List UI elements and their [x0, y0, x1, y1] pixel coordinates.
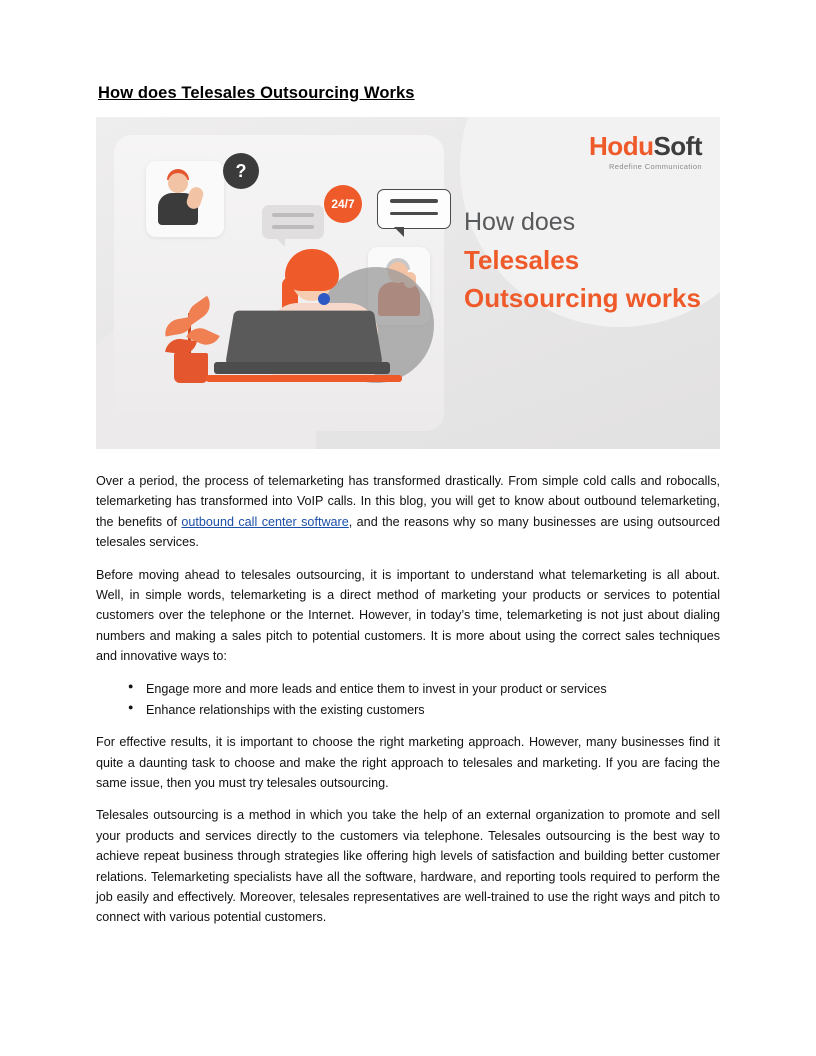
- logo-wordmark: [589, 133, 702, 159]
- paragraph-1: [96, 471, 720, 553]
- outbound-call-center-software-link[interactable]: outbound call center software: [181, 514, 349, 529]
- hodusoft-logo: [589, 133, 702, 171]
- page-title: How does Telesales Outsourcing Works: [98, 84, 415, 102]
- bullet-list: [96, 679, 720, 721]
- list-item: ● Engage more and more leads and entice them to invest in your product or services: [146, 679, 720, 699]
- person-left-head: [168, 173, 188, 193]
- paragraph-1-text-after: , and the reasons why so many businesses are using outsourced telesales services.: [96, 514, 720, 550]
- paragraph-3: For effective results, it is important to choose the right marketing approach. However, many businesses find it quite a daunting task to choose and make the right approach to telesales and marketing. If you are facing the same issue, then you must try telesales outsourcing.: [96, 735, 720, 791]
- list-item: ● Enhance relationships with the existing customers: [146, 700, 720, 720]
- hero-headline-line2: Telesales Outsourcing works: [464, 245, 701, 313]
- question-mark-badge: ?: [223, 153, 259, 189]
- paragraph-4: Telesales outsourcing is a method in which you take the help of an external organization to promote and sell your products and services directly to the customers via telephone. Telesales outsourcing is the best way to achieve repeat business through strategies like offering high levels of satisfaction and building better customer relations. Telemarketing specialists have all the software, hardware, and reporting tools required to perform the job easily and effectively. Moreover, telesales representatives are well-trained to use the right ways and pitch to connect with various potential customers.: [96, 808, 720, 925]
- agent-headset-mic: [318, 293, 330, 305]
- desk-accent-bar: [206, 375, 402, 382]
- paragraph-1-text-before: Over a period, the process of telemarketing has transformed drastically. From simple cold calls and robocalls, telemarketing has transformed into VoIP calls. In this blog, you will get to know about outbound telemarketing, the benefits of: [96, 474, 720, 529]
- plant-pot: [174, 353, 208, 383]
- hero-headline: [464, 207, 704, 318]
- laptop-base: [214, 362, 390, 374]
- chat-bubble-gray: [262, 205, 324, 239]
- logo-wordmark-primary: Hodu: [589, 131, 654, 161]
- article-body: [96, 471, 720, 928]
- logo-wordmark-secondary: Soft: [653, 131, 702, 161]
- 24-7-badge: 24/7: [324, 185, 362, 223]
- laptop-screen: [225, 311, 383, 365]
- chat-bubble-outline: [377, 189, 451, 229]
- hero-banner-image: [96, 117, 720, 449]
- hero-headline-line1: How does: [464, 208, 576, 236]
- paragraph-2: Before moving ahead to telesales outsourcing, it is important to understand what telemarketing is all about. Well, in simple words, telemarketing is a direct method of marketing your products or services to potential customers over the telephone or the Internet. However, in today’s time, telemarketing is not just about dialing numbers and making a sales pitch to potential customers. It is more about using the correct sales techniques and innovative ways to:: [96, 567, 720, 664]
- logo-tagline: Redefine Communication: [608, 162, 702, 171]
